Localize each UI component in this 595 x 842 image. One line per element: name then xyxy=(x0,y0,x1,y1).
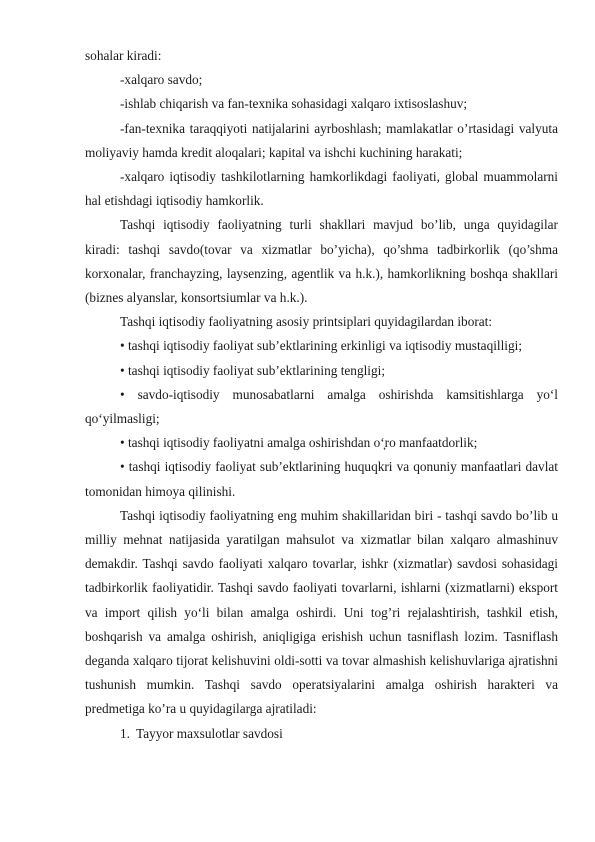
paragraph: Tashqi iqtisodiy faoliyatning eng muhim shakillaridan biri - tashqi savdo bo’lib u milliy mehnat natijasida yaratilgan mahsulot va xizmatlar bilan xalqaro almashinuv demakdir. Tashqi savdo faoliyati xalqaro tovarlar, ishkr (xizmatlar) savdosi sohasidagi tadbirkorlik faoliyatidir. Tashqi savdo faoliyati tovarlarni, ishlarni (xizmatlarni) eksport va import qilish yo‘li bilan amalga oshirdi. Uni tog’ri rejalashtirish, tashkil etish, boshqarish va amalga oshirish, aniqligiga erishish uchun tasniflash lozim. Tasniflash deganda xalqaro tijorat kelishuvini oldi-sotti va tovar almashish kelishuvlariga ajratishni tushunish mumkin. Tashqi savdo operatsiyalarini amalga oshirish harakteri va predmetiga ko’ra u quyidagilarga ajratiladi: xyxy=(85,507,558,717)
list-dash-item: -ishlab chiqarish va fan-texnika sohasidagi xalqaro ixtisoslashuv; xyxy=(120,96,468,112)
bullet-item: • savdo-iqtisodiy munosabatlarni amalga oshirishda kamsitishlarga yo‘l qo‘yilmasligi; xyxy=(85,386,558,427)
bullet-item: • tashqi iqtisodiy faoliyat sub’ektlarining huquqkri va qonuniy manfaatlari davlat tomonidan himoya qilinishi. xyxy=(85,459,558,499)
bullet-item: • tashqi iqtisodiy faoliyat sub’ektlarining erkinligi va iqtisodiy mustaqilligi; xyxy=(120,338,523,354)
list-dash-item: -fan-texnika taraqqiyoti natijalarini ayrboshlash; mamlakatlar o’rtasidagi valyuta moliyaviy hamda kredit aloqalari; kapital va ishchi kuchining harakati; xyxy=(85,120,558,160)
list-number: 1. xyxy=(120,725,130,741)
paragraph: Tashqi iqtisodiy faoliyatning turli shakllari mavjud bo’lib, unga quyidagilar kiradi: tashqi savdo(tovar va xizmatlar bo’yicha), qo’shma tadbirkorlik (qo’shma korxonalar, franchayzing, laysenzing, agentlik va h.k.), hamkorlikning boshqa shakllari (biznes alyanslar, konsortsiumlar va h.k.). xyxy=(85,217,558,306)
list-item-text: Tayyor maxsulotlar savdosi xyxy=(136,725,283,741)
paragraph-continuation: sohalar kiradi: xyxy=(85,48,162,63)
list-dash-item: -xalqaro iqtisodiy tashkilotlarning hamkorlikdagi faoliyati, global muammolarni hal etishdagi iqtisodiy hamkorlik. xyxy=(85,169,558,209)
paragraph: Tashqi iqtisodiy faoliyatning asosiy printsiplari quyidagilardan iborat: xyxy=(120,314,493,330)
bullet-item: • tashqi iqtisodiy faoliyat sub’ektlarining tengligi; xyxy=(120,362,386,378)
numbered-list-item xyxy=(85,722,558,746)
bullet-item: • tashqi iqtisodiy faoliyatni amalga oshirishdan oʻ͎ro manfaatdorlik; xyxy=(120,435,478,451)
list-dash-item: -xalqaro savdo; xyxy=(120,72,203,88)
document-body xyxy=(85,44,558,746)
